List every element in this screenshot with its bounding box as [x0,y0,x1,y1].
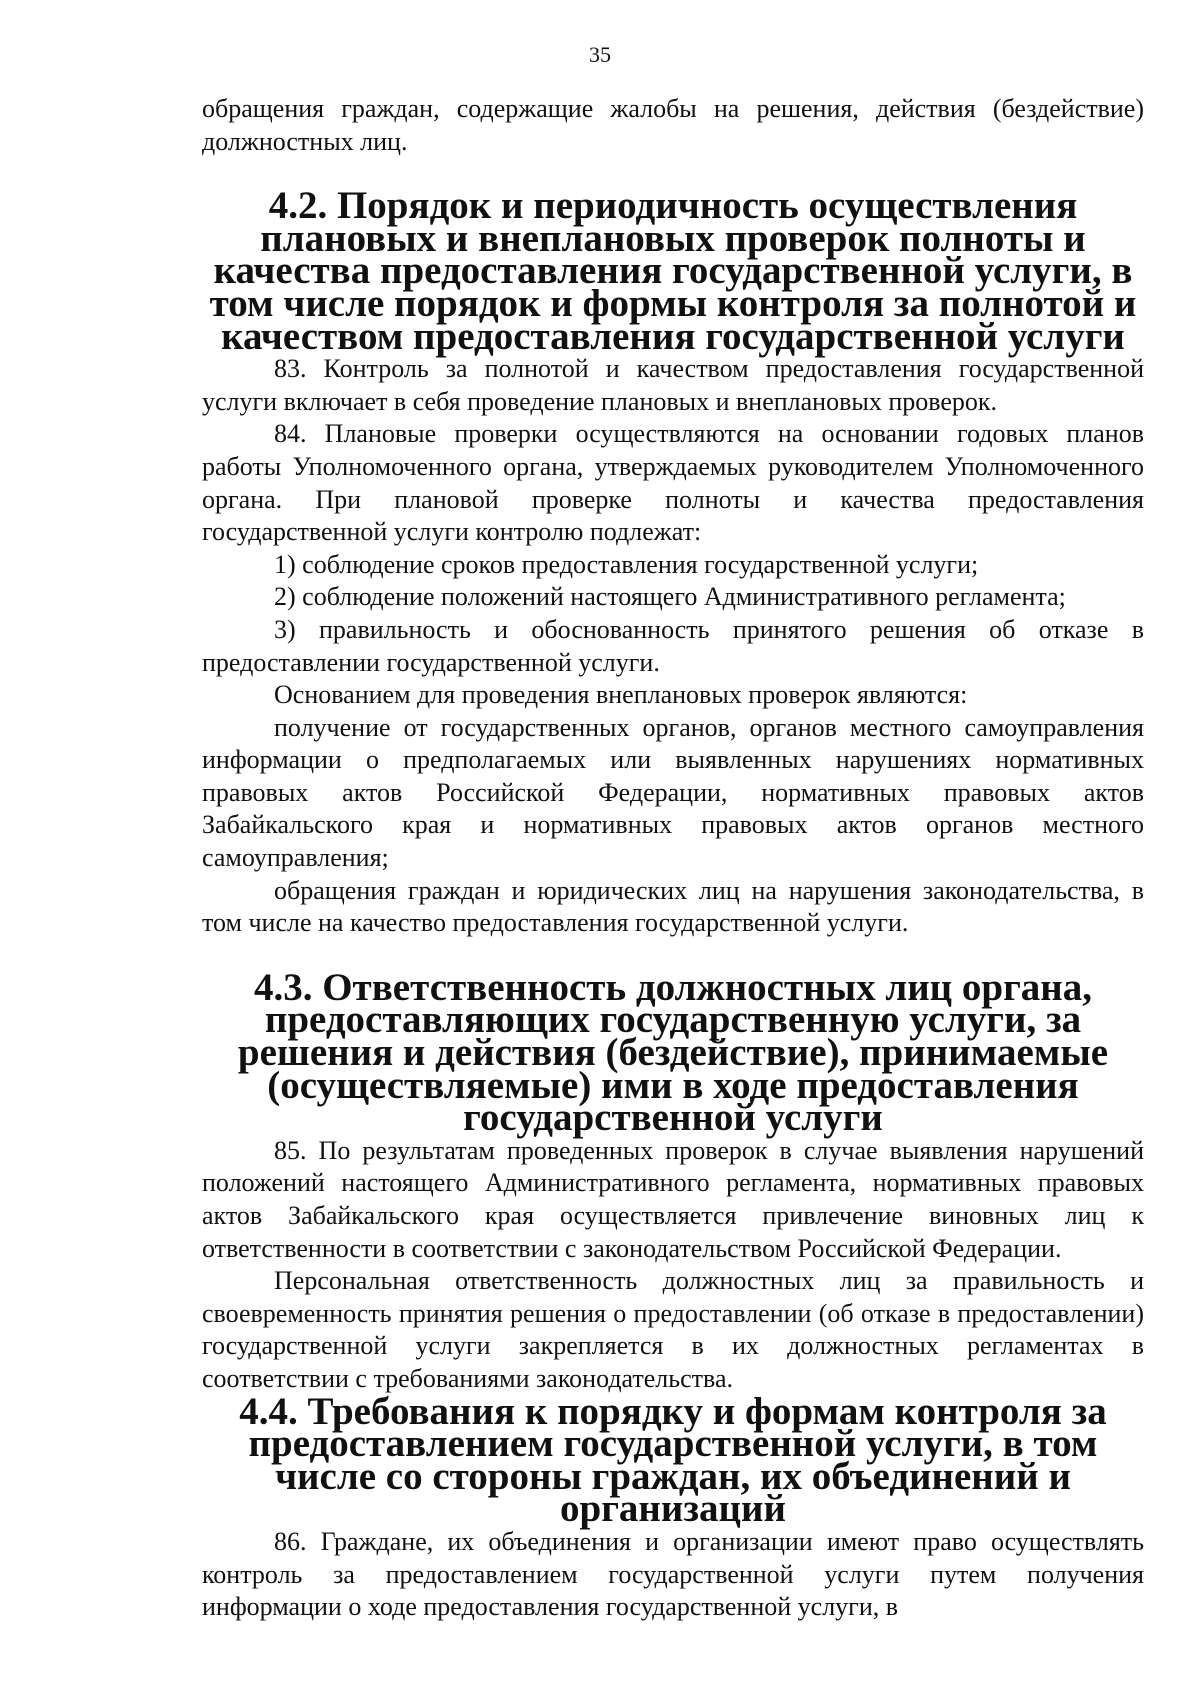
heading-4-4: 4.4. Требования к порядку и формам контроля за предоставлением государственной услуги, в том числе со стороны граждан, их объединений и организаций [239,1389,1107,1531]
list-item-84-2: 2) соблюдение положений настоящего Административного регламента; [274,582,1066,612]
paragraph-personal: Персональная ответственность должностных лиц за правильность и своевременность принятия решения о предоставлении (об отказе в предоставлении) государственной услуги закрепляется в их должностных регламентах в соответствии с требованиями законодательства. [202,1266,1144,1393]
document-body [202,93,1144,1624]
paragraph-intro: обращения граждан, содержащие жалобы на решения, действия (бездействие) должностных лиц. [202,94,1144,156]
page-number: 35 [589,42,611,67]
paragraph-86: 86. Граждане, их объединения и организации имеют право осуществлять контроль за предоставлением государственной услуги путем получения информации о ходе предоставления государственной услуги, в [202,1526,1144,1622]
paragraph-basis: Основанием для проведения внеплановых проверок являются: [274,680,968,710]
paragraph-83: 83. Контроль за полнотой и качеством предоставления государственной услуги включает в себя проведение плановых и внеплановых проверок. [202,354,1144,416]
list-item-84-3: 3) правильность и обоснованность принятого решения об отказе в предоставлении государственной услуги. [202,614,1144,677]
list-item-84-1: 1) соблюдение сроков предоставления государственной услуги; [274,549,979,579]
paragraph-receipt: получение от государственных органов, органов местного самоуправления информации о предполагаемых или выявленных нарушениях нормативных правовых актов Российской Федерации, нормативных правовых актов Забайкальского края и нормативных правовых актов органов местного самоуправления; [202,712,1144,873]
paragraph-85: 85. По результатам проведенных проверок в случае выявления нарушений положений настоящего Административного регламента, нормативных правовых актов Забайкальского края осуществляется привлечение виновных лиц к ответственности в соответствии с законодательством Российской Федерации. [202,1135,1144,1263]
paragraph-84: 84. Плановые проверки осуществляются на основании годовых планов работы Уполномоченного органа, утверждаемых руководителем Уполномоченного органа. При плановой проверке полноты и качества предоставления государственной услуги контролю подлежат: [202,419,1144,547]
heading-4-2: 4.2. Порядок и периодичность осуществления плановых и внеплановых проверок полноты и качества предоставления государственной услуги, в том числе порядок и формы контроля за полнотой и качеством предоставления государственной услуги [209,184,1137,358]
paragraph-appeals: обращения граждан и юридических лиц на нарушения законодательства, в том числе на качество предоставления государственной услуги. [202,875,1144,938]
heading-4-3: 4.3. Ответственность должностных лиц органа, предоставляющих государственную услуги, за решения и действия (бездействие), принимаемые (осуществляемые) ими в ходе предоставления государственной услуги [237,965,1109,1140]
